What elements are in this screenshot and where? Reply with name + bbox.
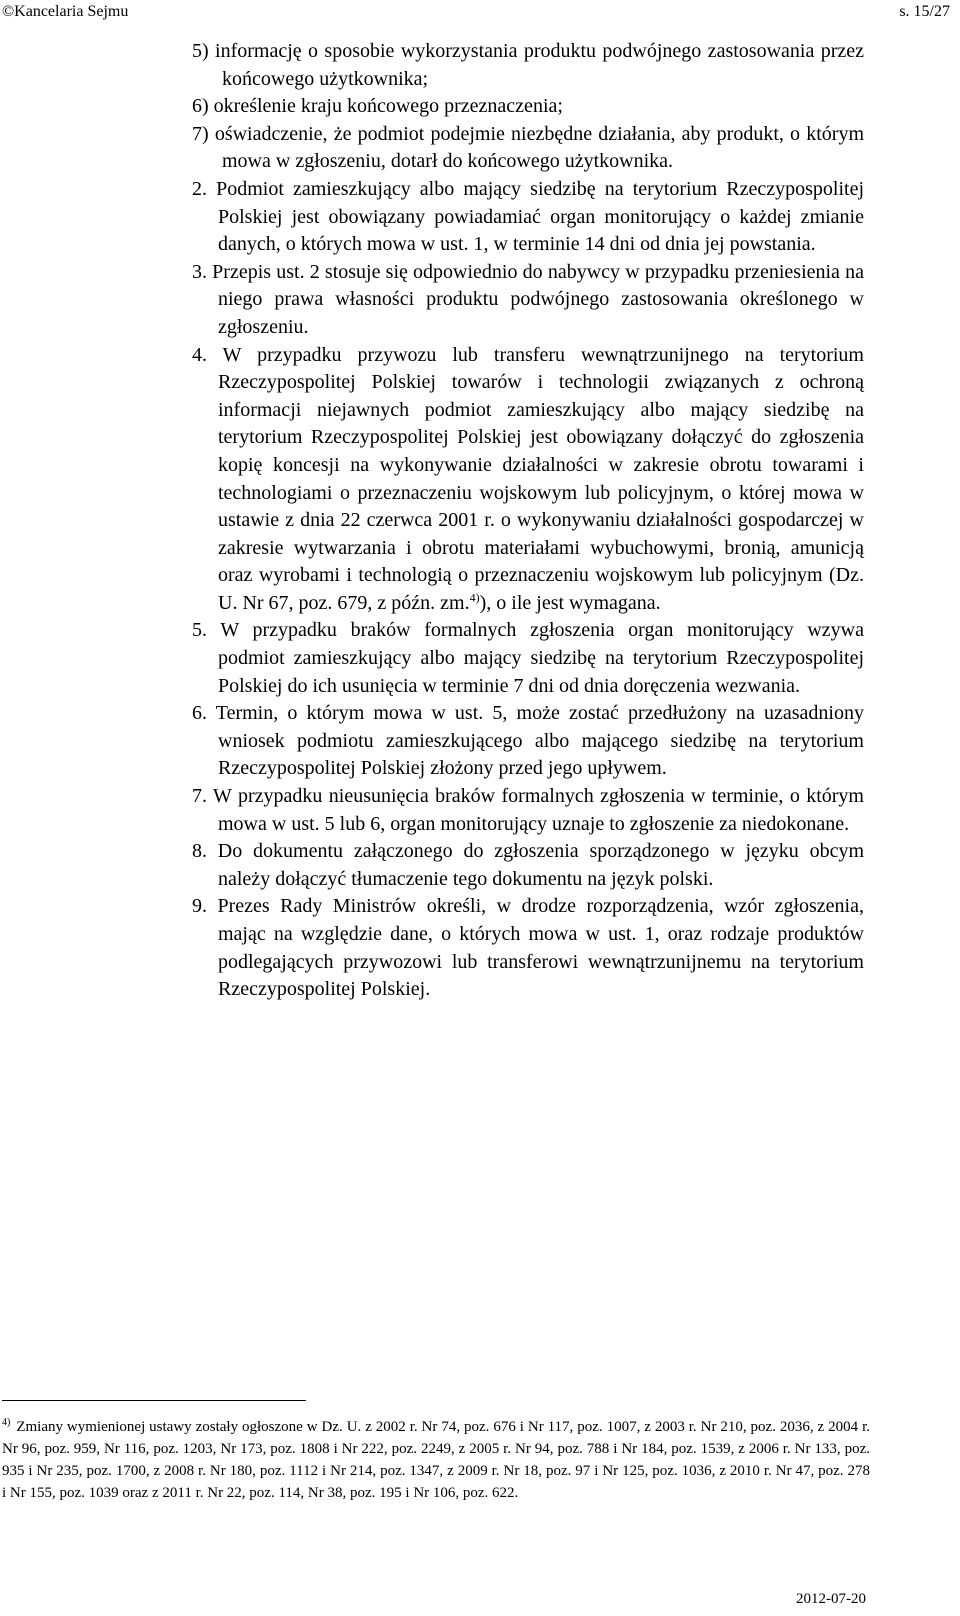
- list-item-6: 6) określenie kraju końcowego przeznaczenia;: [192, 95, 563, 118]
- paragraph-4-main: 4. W przypadku przywozu lub transferu wewnątrzunijnego na terytorium Rzeczypospolitej Polskiej towarów i technologii związanych z ochroną informacji niejawnych podmiot zamieszkujący albo mający siedzibę na terytorium Rzeczypospolitej Polskiej jest obowiązany dołączyć do zgłoszenia kopię koncesji na wykonywanie działalności w zakresie obrotu towarami i technologiami o przeznaczeniu wojskowym lub policyjnym, o której mowa w ustawie z dnia 22 czerwca 2001 r. o wykonywaniu działalności gospodarczej w zakresie wytwarzania i obrotu materiałami wybuchowymi, bronią, amunicją oraz wyrobami i technologią o przeznaczeniu wojskowym lub policyjnym (Dz. U. Nr 67, poz. 679, z późn. zm.: [192, 343, 864, 614]
- footnote-divider: [2, 1400, 306, 1401]
- footnote: [2, 1416, 870, 1504]
- paragraph-3: 3. Przepis ust. 2 stosuje się odpowiednio do nabywcy w przypadku przeniesienia na niego prawa własności produktu podwójnego zastosowania określonego w zgłoszeniu.: [192, 260, 864, 338]
- footnote-text: Zmiany wymienionej ustawy zostały ogłoszone w Dz. U. z 2002 r. Nr 74, poz. 676 i Nr 117, poz. 1007, z 2003 r. Nr 210, poz. 2036, z 2004 r. Nr 96, poz. 959, Nr 116, poz. 1203, Nr 173, poz. 1808 i Nr 222, poz. 2249, z 2005 r. Nr 94, poz. 788 i Nr 184, poz. 1539, z 2006 r. Nr 133, poz. 935 i Nr 235, poz. 1700, z 2008 r. Nr 180, poz. 1112 i Nr 214, poz. 1347, z 2009 r. Nr 18, poz. 97 i Nr 125, poz. 1036, z 2010 r. Nr 47, poz. 278 i Nr 155, poz. 1039 oraz z 2011 r. Nr 22, poz. 114, Nr 38, poz. 195 i Nr 106, poz. 622.: [2, 1419, 870, 1501]
- paragraph-6: 6. Termin, o którym mowa w ust. 5, może zostać przedłużony na uzasadniony wniosek podmiotu zamieszkującego albo mającego siedzibę na terytorium Rzeczypospolitej Polskiej złożony przed jego upływem.: [192, 702, 864, 780]
- list-item-7: 7) oświadczenie, że podmiot podejmie niezbędne działania, aby produkt, o którym mowa w zgłoszeniu, dotarł do końcowego użytkownika.: [192, 122, 864, 173]
- document-body: [192, 38, 864, 1004]
- document-date: 2012-07-20: [796, 1591, 866, 1607]
- paragraph-4-tail: ), o ile jest wymagana.: [479, 591, 661, 614]
- paragraph-9: 9. Prezes Rady Ministrów określi, w drodze rozporządzenia, wzór zgłoszenia, mając na względzie dane, o których mowa w ust. 1, oraz rodzaje produktów podlegających przywozowi lub transferowi wewnątrzunijnemu na terytorium Rzeczypospolitej Polskiej.: [192, 895, 864, 1001]
- list-item-5: 5) informację o sposobie wykorzystania produktu podwójnego zastosowania przez końcowego użytkownika;: [192, 40, 864, 90]
- paragraph-2: 2. Podmiot zamieszkujący albo mający siedzibę na terytorium Rzeczypospolitej Polskiej jest obowiązany powiadamiać organ monitorujący o każdej zmianie danych, o których mowa w ust. 1, w terminie 14 dni od dnia jej powstania.: [192, 177, 864, 256]
- header-page-number: s. 15/27: [899, 3, 950, 20]
- paragraph-7: 7. W przypadku nieusunięcia braków formalnych zgłoszenia w terminie, o którym mowa w ust. 5 lub 6, organ monitorujący uznaje to zgłoszenie za niedokonane.: [192, 785, 864, 835]
- footnote-reference: 4): [469, 590, 480, 605]
- footnote-marker: 4): [2, 1417, 11, 1428]
- header-source: ©Kancelaria Sejmu: [2, 3, 129, 20]
- paragraph-5: 5. W przypadku braków formalnych zgłoszenia organ monitorujący wzywa podmiot zamieszkujący albo mający siedzibę na terytorium Rzeczypospolitej Polskiej do ich usunięcia w terminie 7 dni od dnia doręczenia wezwania.: [192, 619, 864, 697]
- paragraph-8: 8. Do dokumentu załączonego do zgłoszenia sporządzonego w języku obcym należy dołączyć tłumaczenie tego dokumentu na język polski.: [192, 840, 864, 890]
- paragraph-4: [192, 342, 864, 618]
